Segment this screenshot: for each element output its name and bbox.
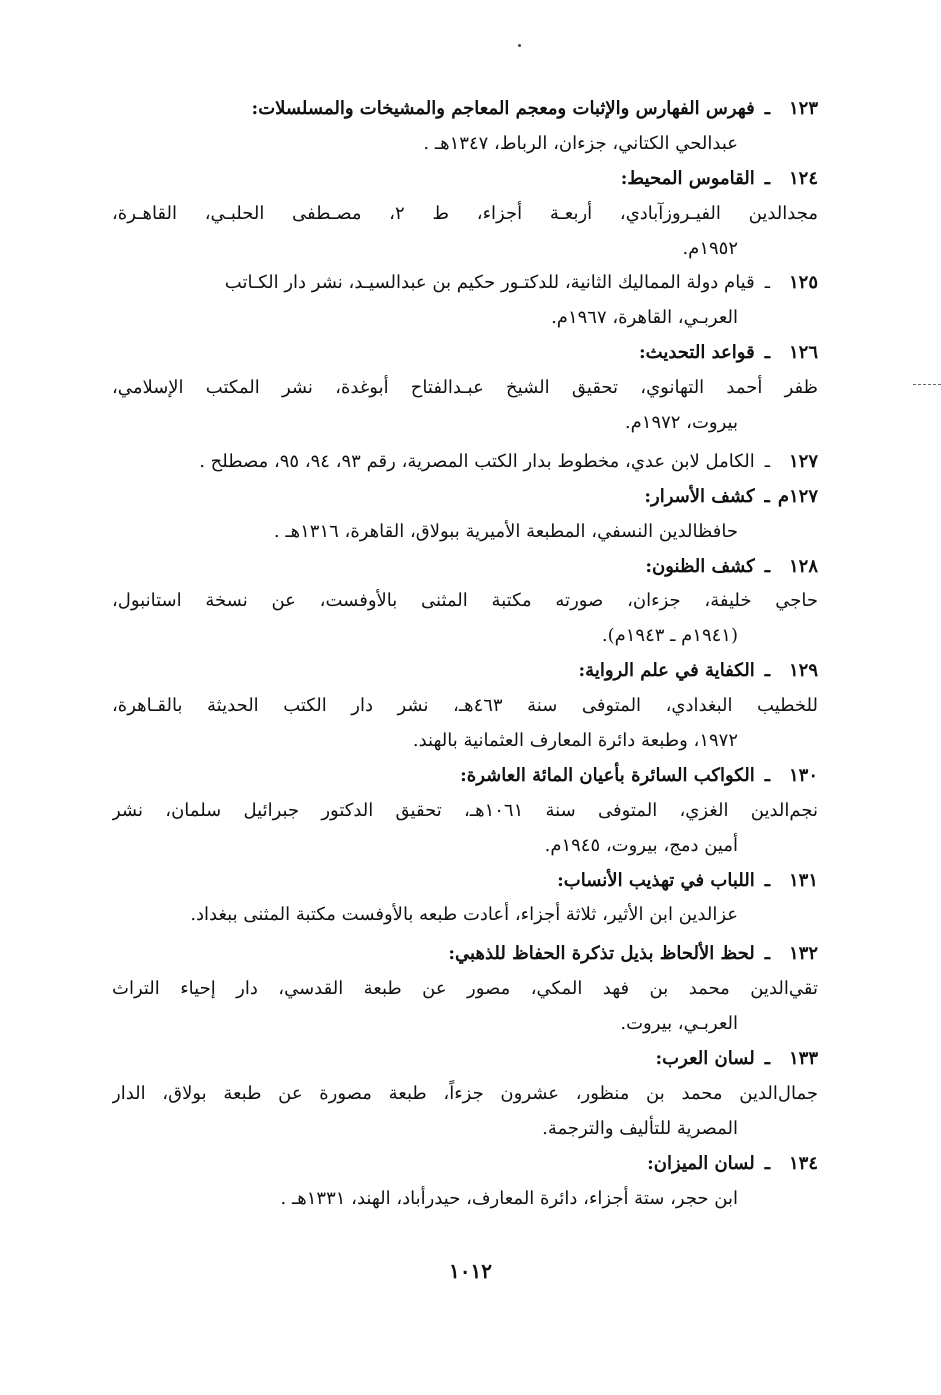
- entry-title: كشف الظنون:: [645, 555, 755, 577]
- entry-title: كشف الأسرار:: [644, 485, 755, 507]
- entry-title: اللباب في تهذيب الأنساب:: [557, 869, 755, 891]
- entry-dash: ـ: [764, 764, 770, 786]
- entry-detail: عزالدين ابن الأثير، ثلاثة أجزاء، أعادت طبعه بالأوفست مكتبة المثنى ببغداد.: [190, 904, 738, 926]
- entry-title: فهرس الفهارس والإثبات ومعجم المعاجم والمشيخات والمسلسلات:: [251, 98, 755, 119]
- bibliography-entry-123: [112, 92, 818, 162]
- entry-title: لسان العرب:: [655, 1048, 755, 1070]
- entry-detail: تقي‌الدين محمد بن فهد المكي، مصور عن طبعة القدسي، دار إحياء التراث: [112, 978, 818, 1000]
- margin-mark: [913, 384, 941, 385]
- entry-number: ١٢٤: [788, 167, 818, 189]
- bibliography-entry-125: [112, 266, 818, 336]
- entry-number: ١٣٣: [788, 1048, 818, 1070]
- bibliography-entry-132: [112, 937, 818, 1042]
- bibliography-entry-134: [112, 1147, 818, 1217]
- entry-dash: ـ: [764, 1048, 770, 1070]
- entry-dash: ـ: [764, 167, 770, 189]
- entry-title: لسان الميزان:: [647, 1152, 755, 1174]
- entry-dash: ـ: [764, 485, 770, 507]
- entry-dash: ـ: [764, 342, 770, 364]
- bibliography-entry-126: [112, 336, 818, 441]
- entry-dash: ـ: [764, 555, 770, 577]
- entry-detail: ١٩٧٢، وطبعة دائرة المعارف العثمانية بالهند.: [412, 730, 738, 752]
- entry-title: الكواكب السائرة بأعيان المائة العاشرة:: [460, 764, 755, 786]
- entry-detail: العربـي، القاهرة، ١٩٦٧م.: [551, 307, 738, 329]
- entry-detail: جمال‌الدين محمد بن منظور، عشرون جزءاً، طبعة مصورة عن طبعة بولاق، الدار: [112, 1082, 818, 1104]
- entry-detail: للخطيب البغدادي، المتوفى سنة ٤٦٣هـ، نشر دار الكتب الحديثة بالقـاهرة،: [112, 695, 818, 717]
- entry-dash: ـ: [764, 450, 770, 472]
- entry-detail: حافظالدين النسفي، المطبعة الأميرية ببولاق، القاهرة، ١٣١٦هـ .: [273, 520, 738, 542]
- entry-detail: ١٩٥٢م.: [682, 237, 738, 259]
- entry-number: ١٢٥: [788, 272, 818, 294]
- bibliography-entry-129: [112, 654, 818, 759]
- bibliography-entry-130: [112, 759, 818, 864]
- bibliography-entry-133: [112, 1042, 818, 1147]
- bibliography-entry-127m: [112, 480, 818, 550]
- entry-detail: بيروت، ١٩٧٢م.: [624, 412, 738, 434]
- entry-number: ١٢٦: [788, 342, 818, 364]
- entry-number: ١٢٩: [788, 660, 818, 682]
- entry-detail: عبدالحي الكتاني، جزءان، الرباط، ١٣٤٧هـ .: [423, 132, 738, 154]
- entry-dash: ـ: [764, 98, 770, 119]
- entry-dash: ـ: [764, 660, 770, 682]
- page-number: ١٠١٢: [449, 1259, 492, 1283]
- entry-detail: (١٩٤١م ـ ١٩٤٣م).: [601, 625, 738, 647]
- entry-detail: مجدالدين الفيـروزآبادي، أربعـة أجزاء، ط ٢، مصـطفى الحلبـي، القاهـرة،: [112, 202, 818, 224]
- entry-title: القاموس المحيط:: [620, 167, 755, 189]
- entry-number: ١٣٢: [788, 943, 818, 965]
- entry-dash: ـ: [764, 869, 770, 891]
- bibliography-entry-128: [112, 550, 818, 655]
- entry-detail: أمين دمج، بيروت، ١٩٤٥م.: [544, 834, 738, 856]
- entry-title: الكفاية في علم الرواية:: [578, 660, 755, 682]
- entry-dash: ـ: [764, 272, 770, 294]
- bibliography-list: [112, 92, 818, 1217]
- entry-title: قواعد التحديث:: [639, 342, 755, 364]
- entry-number: ١٣٠: [788, 764, 818, 786]
- entry-detail: ابن حجر، ستة أجزاء، دائرة المعارف، حيدرأباد، الهند، ١٣٣١هـ .: [280, 1187, 738, 1209]
- entry-number: ١٣١: [788, 869, 818, 891]
- entry-dash: ـ: [764, 1152, 770, 1174]
- entry-detail: حاجي خليفة، جزءان، صورته مكتبة المثنى بالأوفست، عن نسخة استانبول،: [112, 590, 818, 612]
- entry-number: ١٣٤: [788, 1152, 818, 1174]
- entry-detail: نجم‌الدين الغزي، المتوفى سنة ١٠٦١هـ، تحقيق الدكتور جبرائيل سلمان، نشر: [112, 799, 818, 821]
- bibliography-entry-131: [112, 864, 818, 934]
- entry-detail: المصرية للتأليف والترجمة.: [542, 1117, 738, 1139]
- entry-detail: ظفر أحمد التهانوي، تحقيق الشيخ عبـدالفتاح أبوغدة، نشر المكتب الإسلامي،: [112, 377, 818, 399]
- entry-title: الكامل لابن عدي، مخطوط بدار الكتب المصرية، رقم ٩٣، ٩٤، ٩٥، مصطلح .: [199, 450, 755, 472]
- entry-dash: ـ: [764, 943, 770, 965]
- entry-title: لحظ الألحاظ بذيل تذكرة الحفاظ للذهبي:: [448, 943, 755, 965]
- entry-detail: العربـي، بيروت.: [620, 1013, 738, 1035]
- entry-number: ١٢٨: [788, 555, 818, 577]
- bibliography-entry-127: [112, 445, 818, 480]
- printer-dot: [518, 44, 521, 47]
- entry-title: قيام دولة المماليك الثانية، للدكتـور حكيم بن عبدالسيـد، نشر دار الكـاتب: [224, 272, 755, 294]
- entry-number: ١٢٧م: [777, 485, 818, 507]
- entry-number: ١٢٧: [788, 450, 818, 472]
- entry-number: ١٢٣: [788, 98, 818, 119]
- bibliography-entry-124: [112, 162, 818, 267]
